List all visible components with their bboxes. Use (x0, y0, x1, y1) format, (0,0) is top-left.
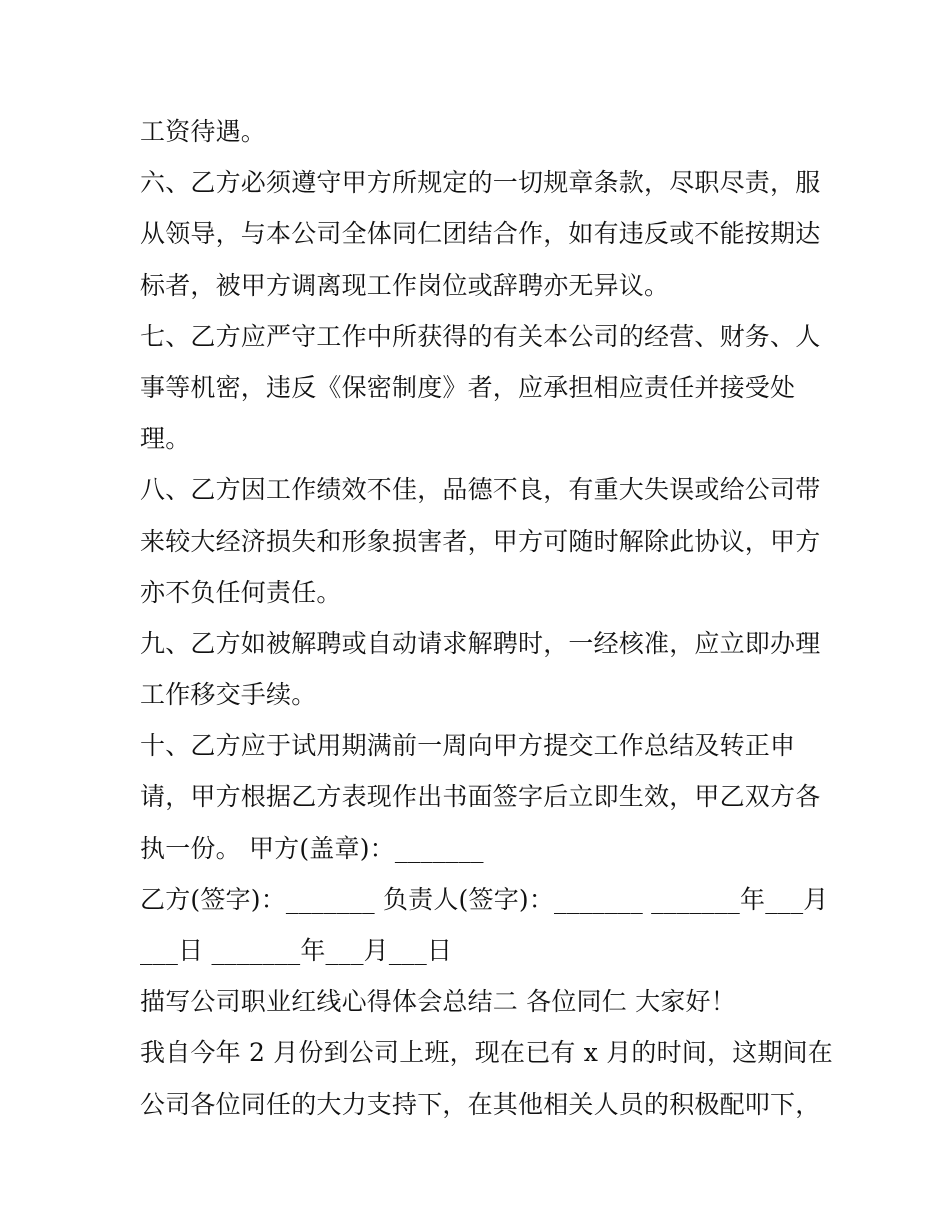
text-line-11: 九、乙方如被解聘或自动请求解聘时，一经核准，应立即办理 (140, 628, 821, 658)
text-line-10: 亦不负任何责任。 (140, 577, 342, 607)
text-line-3: 从领导，与本公司全体同仁团结合作，如有违反或不能按期达 (140, 219, 821, 249)
text-line-19: 我自今年 2 月份到公司上班，现在已有 x 月的时间，这期间在 (140, 1038, 833, 1068)
text-line-13: 十、乙方应于试用期满前一周向甲方提交工作总结及转正申 (140, 731, 796, 761)
text-line-6: 事等机密，违反《保密制度》者，应承担相应责任并接受处 (140, 372, 796, 402)
text-line-5: 七、乙方应严守工作中所获得的有关本公司的经营、财务、人 (140, 321, 821, 351)
text-line-7: 理。 (140, 424, 191, 454)
text-line-14: 请，甲方根据乙方表现作出书面签字后立即生效，甲乙双方各 (140, 782, 821, 812)
text-line-16: 乙方(签字)：_______ 负责人(签字)：_______ _______年___月 (140, 884, 829, 914)
text-line-12: 工作移交手续。 (140, 680, 317, 710)
document-body (140, 106, 833, 1130)
text-line-8: 八、乙方因工作绩效不佳，品德不良，有重大失误或给公司带 (140, 475, 821, 505)
text-line-4: 标者，被甲方调离现工作岗位或辞聘亦无异议。 (140, 270, 670, 300)
text-line-2: 六、乙方必须遵守甲方所规定的一切规章条款，尽职尽责，服 (140, 168, 821, 198)
text-line-20: 公司各位同任的大力支持下，在其他相关人员的积极配叩下， (140, 1089, 821, 1119)
text-line-17: ___日 _______年___月___日 (140, 936, 453, 965)
text-line-9: 来较大经济损失和形象损害者，甲方可随时解除此协议，甲方 (140, 526, 821, 556)
text-line-15: 执一份。 甲方(盖章)：_______ (140, 833, 484, 863)
text-line-18: 描写公司职业红线心得体会总结二 各位同仁 大家好！ (140, 987, 736, 1017)
text-line-1: 工资待遇。 (140, 117, 267, 146)
